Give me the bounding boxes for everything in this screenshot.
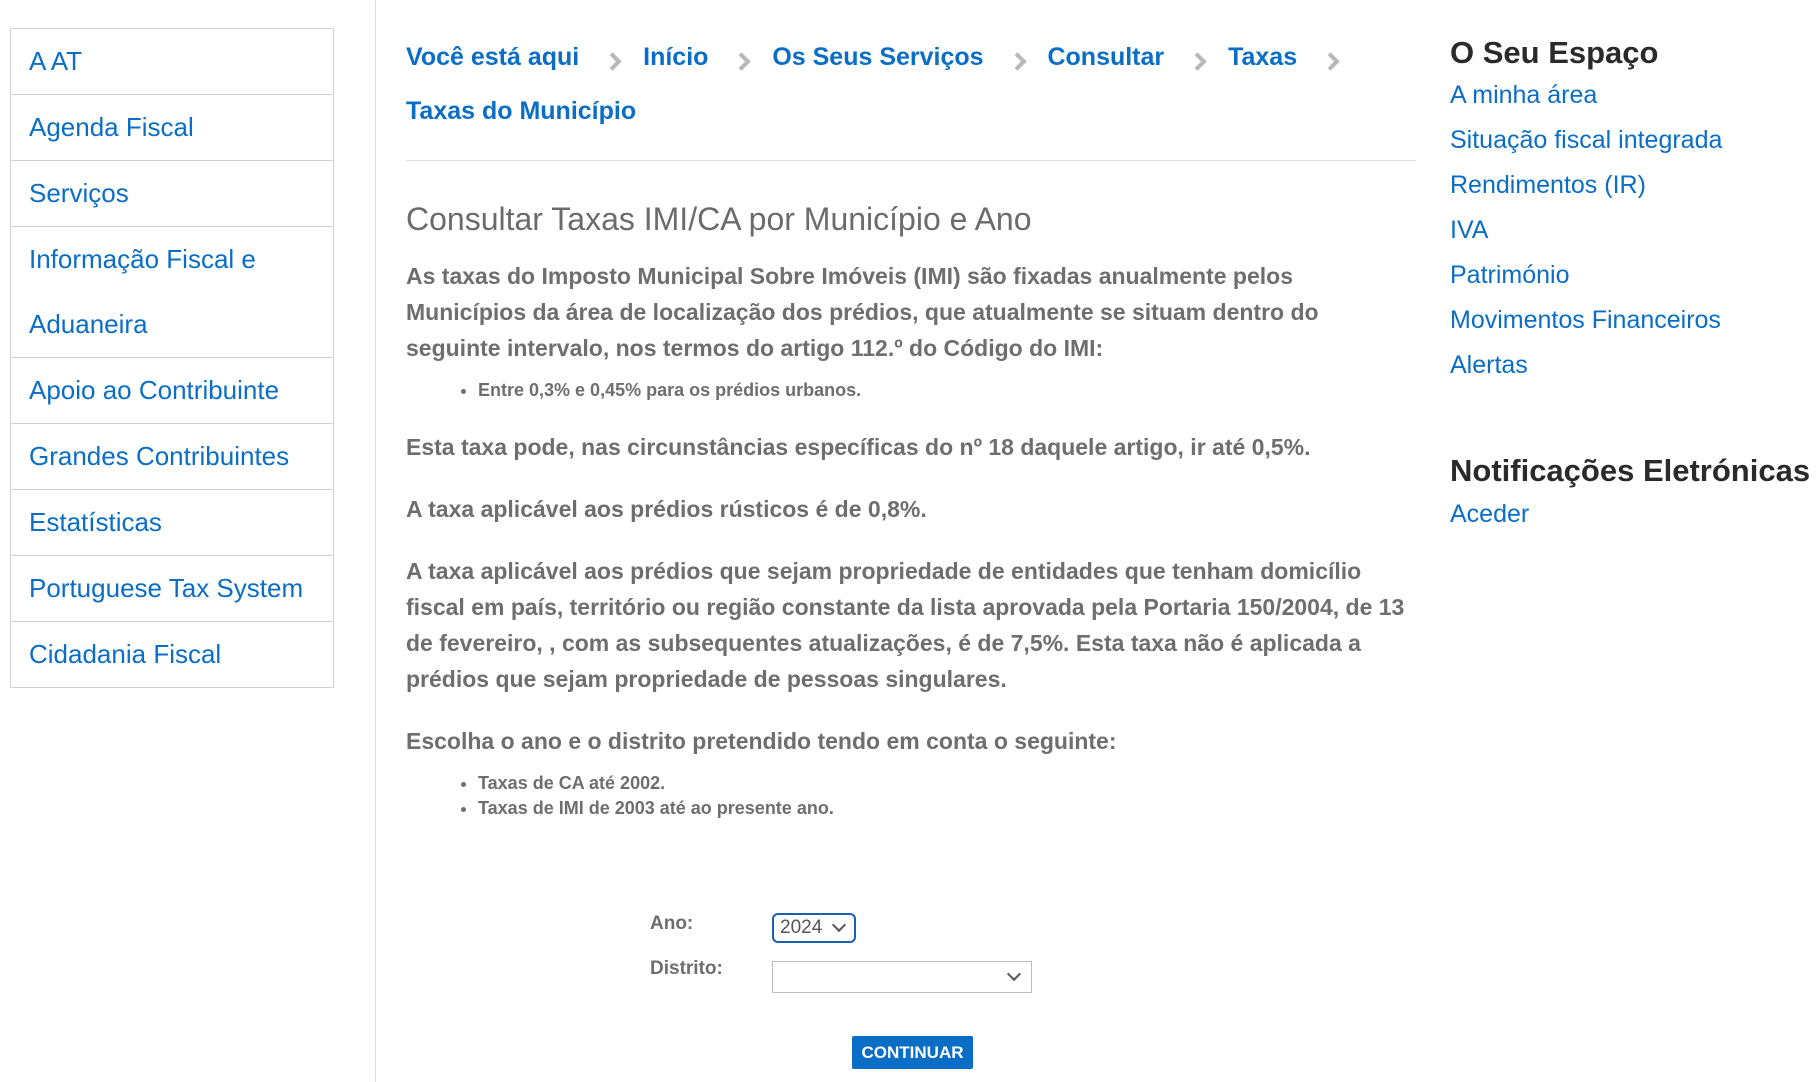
- chevron-right-icon: [735, 53, 749, 69]
- nav-item-cidadania-fiscal[interactable]: Cidadania Fiscal: [11, 622, 333, 688]
- ano-label: Ano:: [650, 913, 694, 934]
- bullet-list-urban: [406, 378, 1416, 403]
- list-item: • Entre 0,3% e 0,45% para os prédios urbanos.: [478, 378, 1416, 403]
- chevron-right-icon: [1324, 53, 1338, 69]
- distrito-select[interactable]: [772, 961, 1032, 993]
- link-minha-area[interactable]: A minha área: [1450, 81, 1598, 109]
- chevron-right-icon: [1191, 53, 1205, 69]
- column-divider: [375, 0, 376, 1082]
- chevron-right-icon: [1011, 53, 1025, 69]
- nav-item-estatisticas[interactable]: Estatísticas: [11, 490, 333, 556]
- breadcrumb: [406, 30, 1416, 161]
- chevron-down-icon: [1007, 967, 1021, 981]
- notificacoes-title: Notificações Eletrónicas: [1450, 453, 1811, 488]
- list-item: • Taxas de IMI de 2003 até ao presente ano.: [478, 796, 1416, 821]
- nav-item-grandes-contribuintes[interactable]: Grandes Contribuintes: [11, 424, 333, 490]
- bullet-list-years: [406, 771, 1416, 821]
- nav-item-servicos[interactable]: Serviços: [11, 161, 333, 227]
- nav-item-label-line2: Aduaneira: [29, 309, 148, 339]
- link-alertas[interactable]: Alertas: [1450, 351, 1528, 379]
- breadcrumb-consultar[interactable]: Consultar: [1047, 43, 1165, 71]
- nav-item-portuguese-tax-system[interactable]: Portuguese Tax System: [11, 556, 333, 622]
- paragraph-choose: Escolha o ano e o distrito pretendido tendo em conta o seguinte:: [406, 728, 1117, 754]
- link-situacao-fiscal[interactable]: Situação fiscal integrada: [1450, 126, 1723, 154]
- espaco-title: O Seu Espaço: [1450, 35, 1659, 70]
- paragraph-offshore-rate: A taxa aplicável aos prédios que sejam propriedade de entidades que tenham domicílio fiscal em país, território ou região constante da lista aprovada pela Portaria 150/2004, de 13 de fevereiro, , com as subsequentes atualizações, é de 7,5%. Esta taxa não é aplicada a prédios que sejam propriedade de pessoas singulares.: [406, 558, 1405, 692]
- nav-item-apoio-contribuinte[interactable]: Apoio ao Contribuinte: [11, 358, 333, 424]
- link-rendimentos[interactable]: Rendimentos (IR): [1450, 171, 1646, 199]
- link-iva[interactable]: IVA: [1450, 216, 1489, 244]
- breadcrumb-os-seus-servicos[interactable]: Os Seus Serviços: [772, 43, 984, 71]
- intro-paragraph: As taxas do Imposto Municipal Sobre Imóveis (IMI) são fixadas anualmente pelos Municípios da área de localização dos prédios, que atualmente se situam dentro do seguinte intervalo, nos termos do artigo 112.º do Código do IMI:: [406, 263, 1319, 361]
- paragraph-max-rate: Esta taxa pode, nas circunstâncias específicas do nº 18 daquele artigo, ir até 0,5%.: [406, 434, 1311, 460]
- nav-item-label-line1: Informação Fiscal e: [29, 244, 256, 274]
- page-title: Consultar Taxas IMI/CA por Município e Ano: [406, 201, 1032, 237]
- nav-item-informacao-fiscal[interactable]: [11, 227, 333, 358]
- nav-item-a-at[interactable]: A AT: [11, 29, 333, 95]
- link-aceder[interactable]: Aceder: [1450, 500, 1530, 528]
- right-sidebar: [1450, 32, 1818, 537]
- main-content: [406, 30, 1416, 821]
- left-nav: [10, 28, 334, 688]
- breadcrumb-inicio[interactable]: Início: [643, 43, 709, 71]
- link-patrimonio[interactable]: Património: [1450, 261, 1570, 289]
- ano-select[interactable]: [772, 913, 856, 943]
- chevron-down-icon: [832, 918, 846, 932]
- paragraph-rustic-rate: A taxa aplicável aos prédios rústicos é de 0,8%.: [406, 496, 927, 522]
- link-movimentos[interactable]: Movimentos Financeiros: [1450, 306, 1721, 334]
- list-item: • Taxas de CA até 2002.: [478, 771, 1416, 796]
- nav-item-agenda-fiscal[interactable]: Agenda Fiscal: [11, 95, 333, 161]
- breadcrumb-taxas[interactable]: Taxas: [1228, 43, 1298, 71]
- distrito-label: Distrito:: [650, 958, 723, 979]
- ano-select-value: 2024: [780, 917, 823, 938]
- chevron-right-icon: [606, 53, 620, 69]
- espaco-links: [1450, 73, 1818, 388]
- continuar-button[interactable]: CONTINUAR: [852, 1036, 973, 1069]
- breadcrumb-taxas-do-municipio[interactable]: Taxas do Município: [406, 97, 637, 125]
- breadcrumb-here: Você está aqui: [406, 43, 580, 71]
